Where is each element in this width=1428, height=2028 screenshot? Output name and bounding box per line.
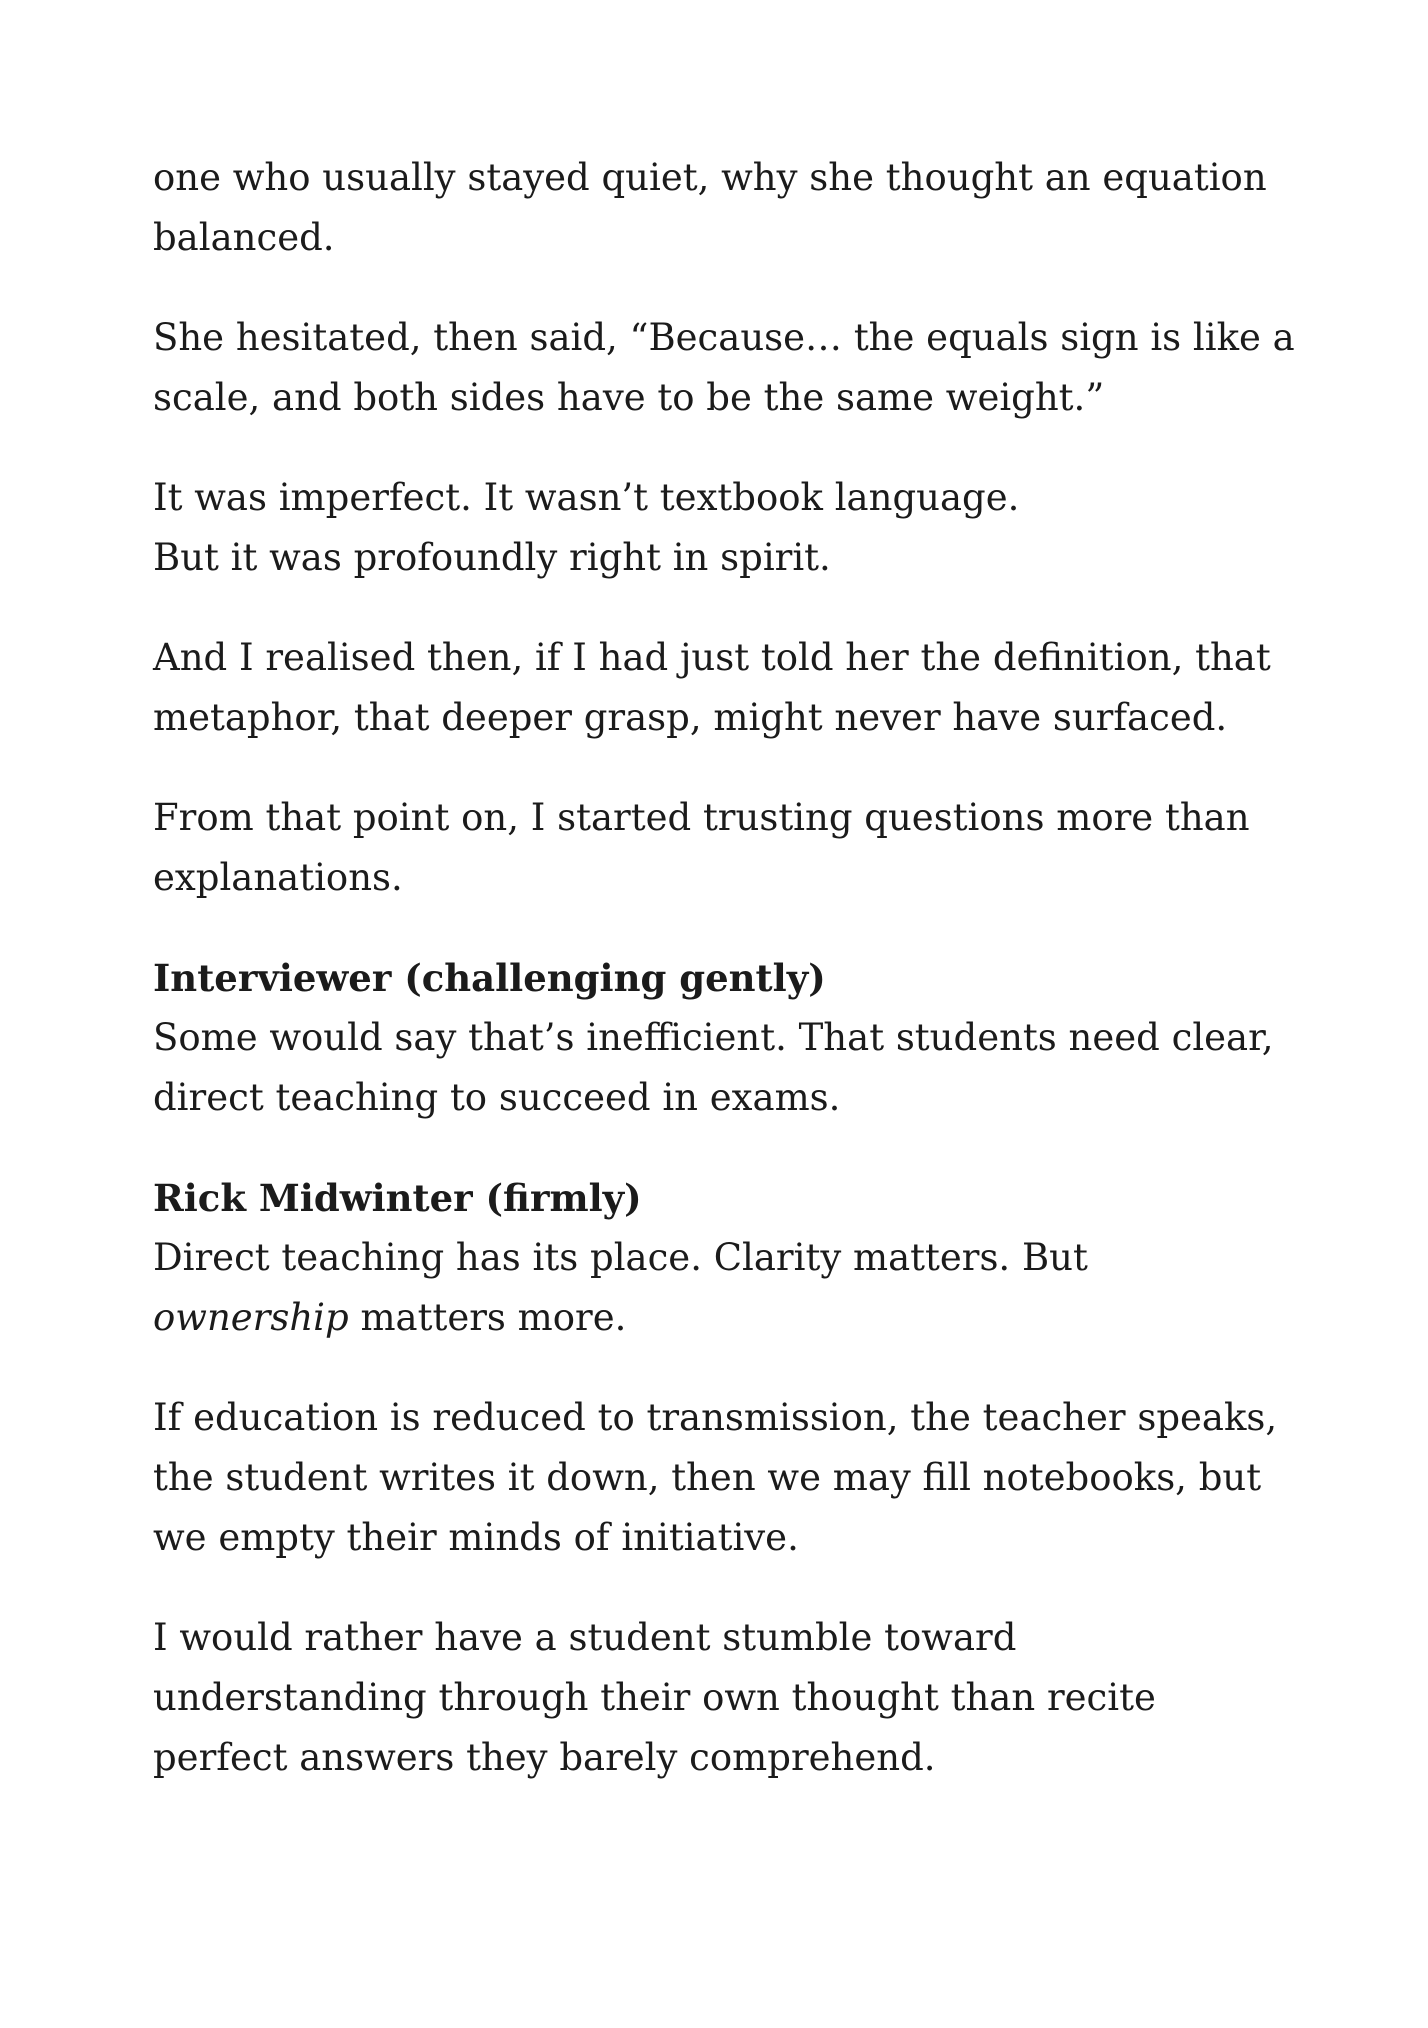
rick-text-line-2-rest: matters more. xyxy=(348,1296,627,1339)
interviewer-block xyxy=(153,948,1303,1128)
paragraph: From that point on, I started trusting questions more than explanations. xyxy=(153,796,1250,899)
rick-text-line-2 xyxy=(153,1288,1303,1348)
paragraph: If education is reduced to transmission, the teacher speaks, the student writes it down, then we may fill notebooks, but we empty their minds of initiative. xyxy=(153,1396,1278,1559)
document-page xyxy=(153,148,1303,1828)
speaker-heading-interviewer: Interviewer (challenging gently) xyxy=(153,956,826,1000)
paragraph: I would rather have a student stumble toward understanding through their own thought than recite perfect answers they barely comprehend. xyxy=(153,1616,1156,1779)
emphasis-ownership: ownership xyxy=(153,1296,349,1339)
speaker-heading-rick: Rick Midwinter (firmly) xyxy=(153,1176,642,1220)
paragraph: And I realised then, if I had just told her the definition, that metaphor, that deeper grasp, might never have surfaced. xyxy=(153,636,1271,739)
rick-text-line-1: Direct teaching has its place. Clarity matters. But xyxy=(153,1236,1088,1279)
paragraph: one who usually stayed quiet, why she thought an equation balanced. xyxy=(153,156,1267,259)
paragraph: She hesitated, then said, “Because… the equals sign is like a scale, and both sides have to be the same weight.” xyxy=(153,316,1295,419)
interviewer-text: Some would say that’s inefficient. That students need clear, direct teaching to succeed in exams. xyxy=(153,1016,1274,1119)
paragraph: It was imperfect. It wasn’t textbook language. But it was profoundly right in spirit. xyxy=(153,476,1020,579)
rick-block xyxy=(153,1168,1303,1348)
